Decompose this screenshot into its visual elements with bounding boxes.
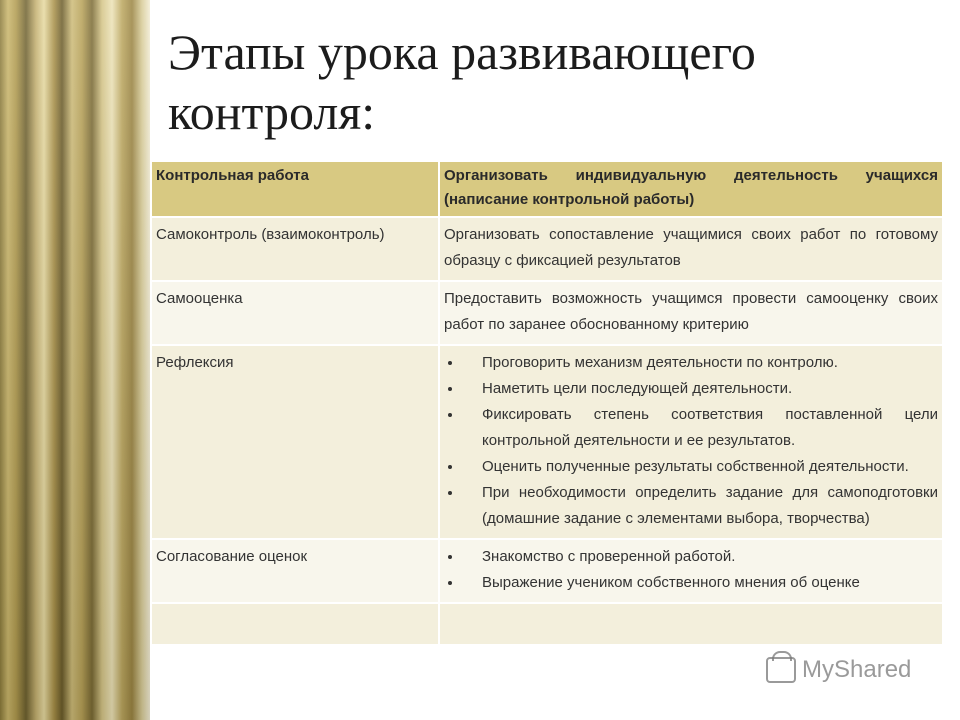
list-item: Наметить цели последующей деятельности.: [444, 376, 938, 402]
bullet-icon: [448, 581, 452, 585]
list-item: Оценить полученные результаты собственной деятельности.: [444, 454, 938, 480]
header-action-cell: Организовать индивидуальную деятельность учащихся (написание контрольной работы): [440, 162, 942, 216]
empty-cell: [152, 604, 438, 644]
bullet-icon: [448, 491, 452, 495]
stage-cell: Самооценка: [152, 282, 438, 344]
table-row: [152, 346, 942, 538]
bullet-icon: [448, 361, 452, 365]
list-item: Знакомство с проверенной работой.: [444, 544, 938, 570]
decorative-stripes: [0, 0, 150, 720]
table-row: [152, 282, 942, 344]
list-item: Выражение учеником собственного мнения об оценке: [444, 570, 938, 596]
list-item: Проговорить механизм деятельности по контролю.: [444, 350, 938, 376]
logo-icon: [766, 657, 796, 683]
action-cell: Организовать сопоставление учащимися своих работ по готовому образцу с фиксацией результатов: [440, 218, 942, 280]
stage-cell: Самоконтроль (взаимоконтроль): [152, 218, 438, 280]
list-item: Фиксировать степень соответствия поставленной цели контрольной деятельности и ее результатов.: [444, 402, 938, 454]
table-header-row: [152, 162, 942, 216]
action-cell: Предоставить возможность учащимся провести самооценку своих работ по заранее обоснованному критерию: [440, 282, 942, 344]
header-stage-cell: Контрольная работа: [152, 162, 438, 216]
bullet-icon: [448, 413, 452, 417]
action-cell: [440, 540, 942, 602]
table-row: [152, 540, 942, 602]
stage-cell: Согласование оценок: [152, 540, 438, 602]
watermark: [766, 656, 911, 684]
table-row-empty: [152, 604, 942, 644]
bullet-list: [444, 544, 938, 596]
table-row: [152, 218, 942, 280]
bullet-icon: [448, 465, 452, 469]
bullet-icon: [448, 387, 452, 391]
action-cell: [440, 346, 942, 538]
stage-cell: Рефлексия: [152, 346, 438, 538]
bullet-icon: [448, 555, 452, 559]
bullet-list: [444, 350, 938, 532]
slide-title: Этапы урока развивающего контроля:: [168, 24, 756, 140]
lesson-stages-table: [150, 160, 944, 646]
list-item: При необходимости определить задание для самоподготовки (домашние задание с элементами выбора, творчества): [444, 480, 938, 532]
watermark-text: MyShared: [802, 656, 912, 683]
empty-cell: [440, 604, 942, 644]
